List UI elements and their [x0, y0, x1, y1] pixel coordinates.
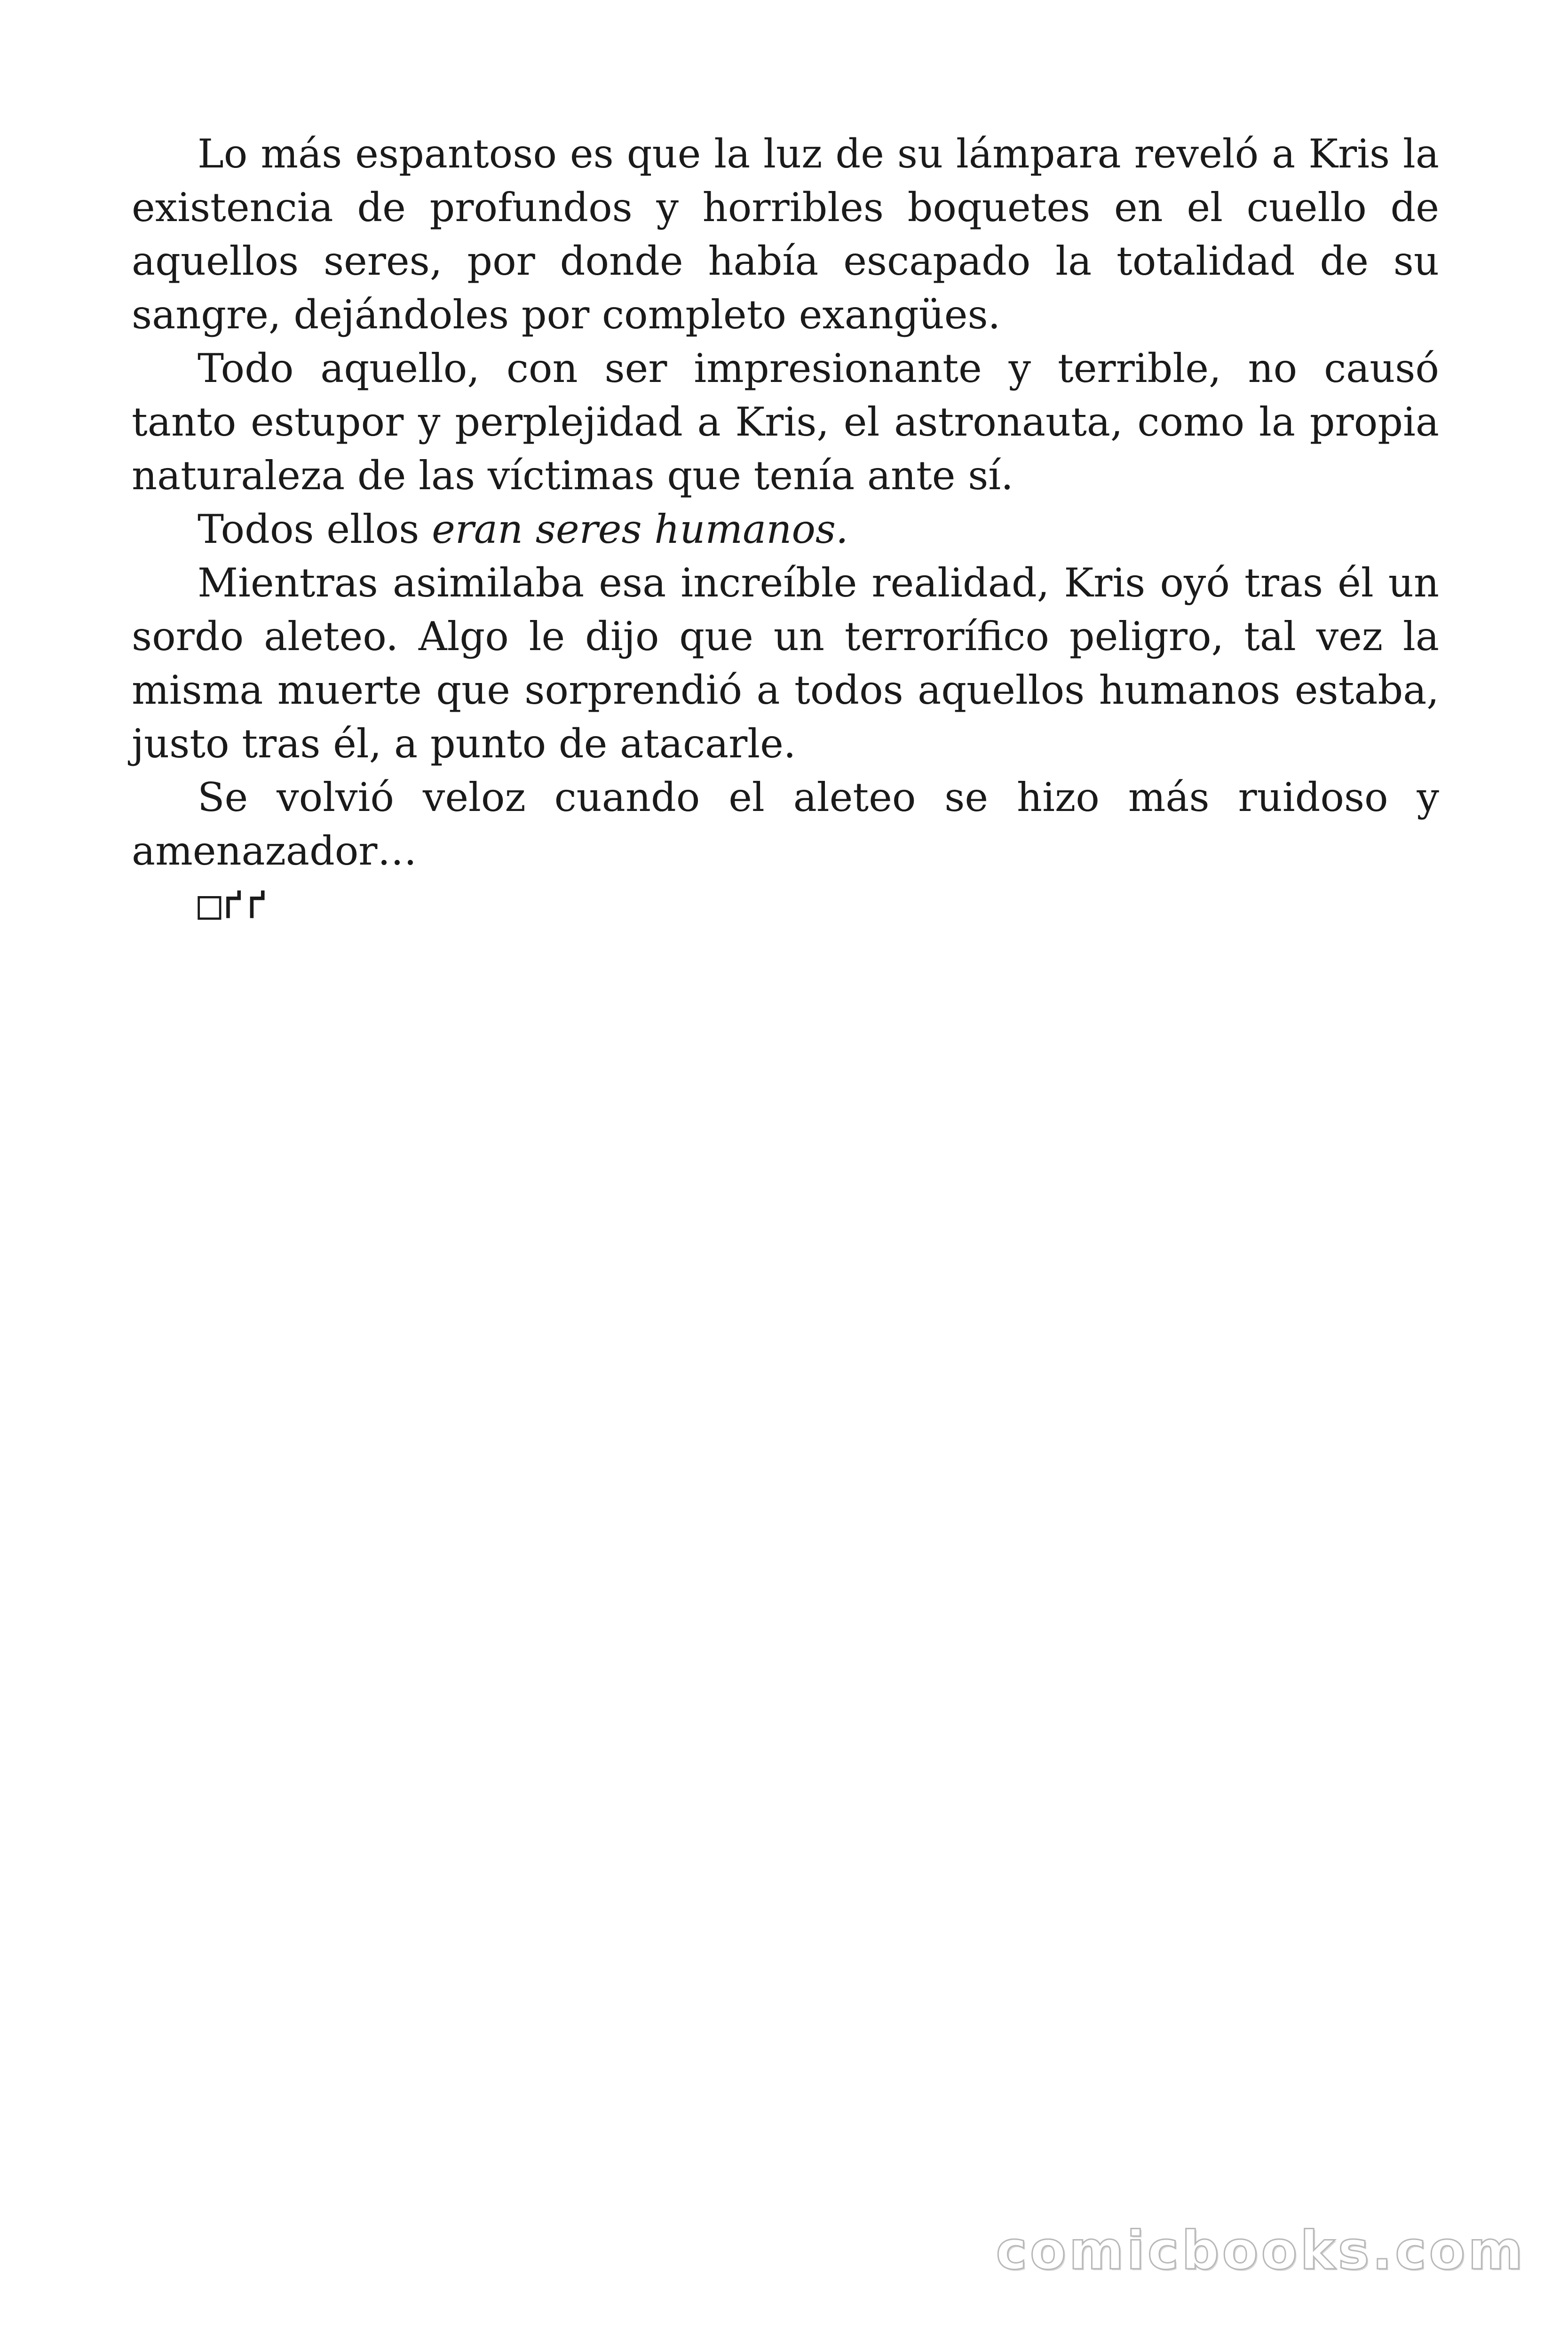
paragraph-4: Mientras asimilaba esa increíble realidad, Kris oyó tras él un sordo aleteo. Algo le dijo que un terrorífico peligro, tal vez la misma muerte que sorprendió a todos aquellos humanos estaba, justo tras él, a punto de atacarle.	[132, 560, 1439, 767]
body-text	[132, 127, 1439, 931]
paragraph-3-emphasis: eran seres humanos.	[432, 506, 848, 552]
paragraph-3-prefix: Todos ellos	[198, 506, 432, 552]
paragraph-3	[132, 502, 1439, 556]
end-mark: □ґґ	[198, 882, 269, 928]
watermark-logo: comicbooks.com	[996, 2220, 1526, 2281]
paragraph-1: Lo más espantoso es que la luz de su lámpara reveló a Kris la existencia de profundos y horribles boquetes en el cuello de aquellos seres, por donde había escapado la totalidad de su sangre, dejándoles por completo exangües.	[132, 131, 1439, 338]
paragraph-2: Todo aquello, con ser impresionante y terrible, no causó tanto estupor y perplejidad a Kris, el astronauta, como la propia naturaleza de las víctimas que tenía ante sí.	[132, 345, 1439, 499]
paragraph-5: Se volvió veloz cuando el aleteo se hizo más ruidoso y amenazador…	[132, 774, 1439, 874]
